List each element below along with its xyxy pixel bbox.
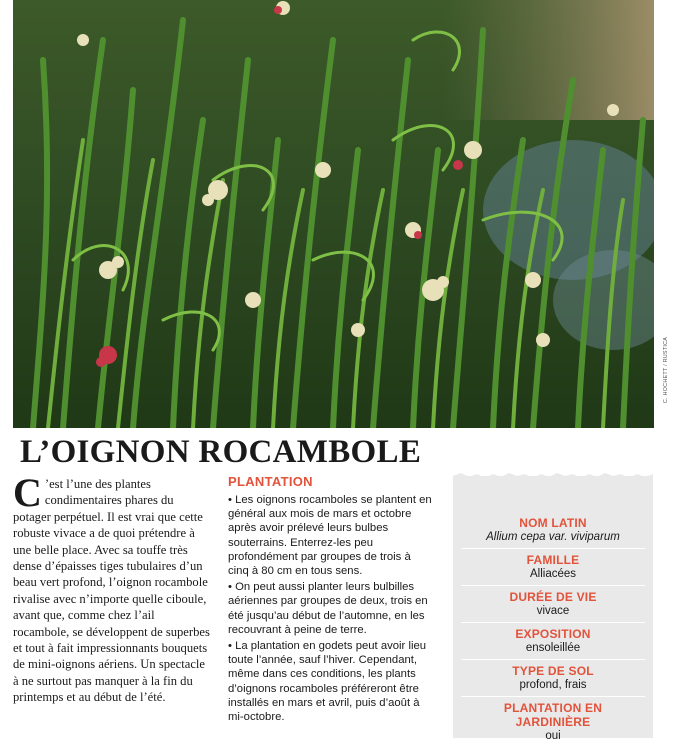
- fact-label: NOM LATIN: [519, 516, 587, 530]
- fact-box: [453, 476, 653, 742]
- intro-text: ’est l’une des plantes condimentaires phares du potager perpétuel. Il est vrai que cette robuste vivace a de quoi prétendre à une belle place. Avec sa touffe très dense d’épaisses tiges tubulaires d’un beau vert profond, l’oignon rocambole rivalise avec n’importe quelle ciboule, avant que, comme chez l’ail rocambole, se développent de superbes et tout à fait impressionnants bouquets de mini-oignons aériens. Un spectacle à ne surtout pas manquer à la fin du printemps et au début de l’été.: [13, 477, 210, 705]
- fact-label: FAMILLE: [526, 553, 580, 567]
- fact-latin-name: [453, 516, 653, 544]
- divider: [461, 659, 645, 660]
- fact-container-planting: [453, 701, 653, 743]
- plantation-bullet: • Les oignons rocamboles se plantent en général aux mois de mars et octobre après avoir prélevé leurs bulbes souterrains. Enterrez-les peu profondément par groupes de trois à cinq à 80 cm en tous sens.: [228, 494, 432, 578]
- fact-exposure: [453, 627, 653, 655]
- drop-cap: C: [13, 470, 42, 515]
- divider: [461, 548, 645, 549]
- fact-value: Alliacées: [529, 568, 577, 580]
- photo-illustration: [13, 0, 654, 428]
- fact-lifespan: [453, 590, 653, 618]
- photo-credit-text: C. HOCHETT / RUSTICA: [663, 336, 669, 404]
- plantation-section: [228, 474, 434, 726]
- plantation-bullet: • La plantation en godets peut avoir lieu toute l’année, sauf l’hiver. Cependant, même dans ces conditions, les plants d’oignons rocamboles préféreront être installés en mars et avril, puis d’août à mi-octobre.: [228, 640, 427, 724]
- fact-label: DURÉE DE VIE: [509, 590, 597, 604]
- fact-value: ensoleillée: [525, 642, 581, 654]
- fact-label: EXPOSITION: [515, 627, 591, 641]
- fact-value: oui: [545, 730, 561, 742]
- fact-soil-type: [453, 664, 653, 692]
- article-title: L’OIGNON ROCAMBOLE: [20, 434, 422, 470]
- divider: [461, 585, 645, 586]
- fact-label: PLANTATION EN JARDINIÈRE: [503, 701, 603, 729]
- fact-value: profond, frais: [519, 679, 587, 691]
- fact-value: Allium cepa var. viviparum: [486, 531, 620, 543]
- onion-plant-photo: [13, 0, 654, 428]
- photo-credit: [660, 312, 672, 428]
- divider: [461, 622, 645, 623]
- fact-label: TYPE DE SOL: [512, 664, 594, 678]
- torn-edge: [453, 472, 653, 480]
- section-heading-plantation: PLANTATION: [228, 474, 313, 489]
- intro-paragraph: [13, 470, 213, 706]
- plantation-bullet: • On peut aussi planter leurs bulbilles aériennes par groupes de deux, trois en été jusqu’au début de l’automne, en les recouvrant à peine de terre.: [228, 581, 428, 636]
- fact-value: vivace: [536, 605, 570, 617]
- divider: [461, 696, 645, 697]
- fact-family: [453, 553, 653, 581]
